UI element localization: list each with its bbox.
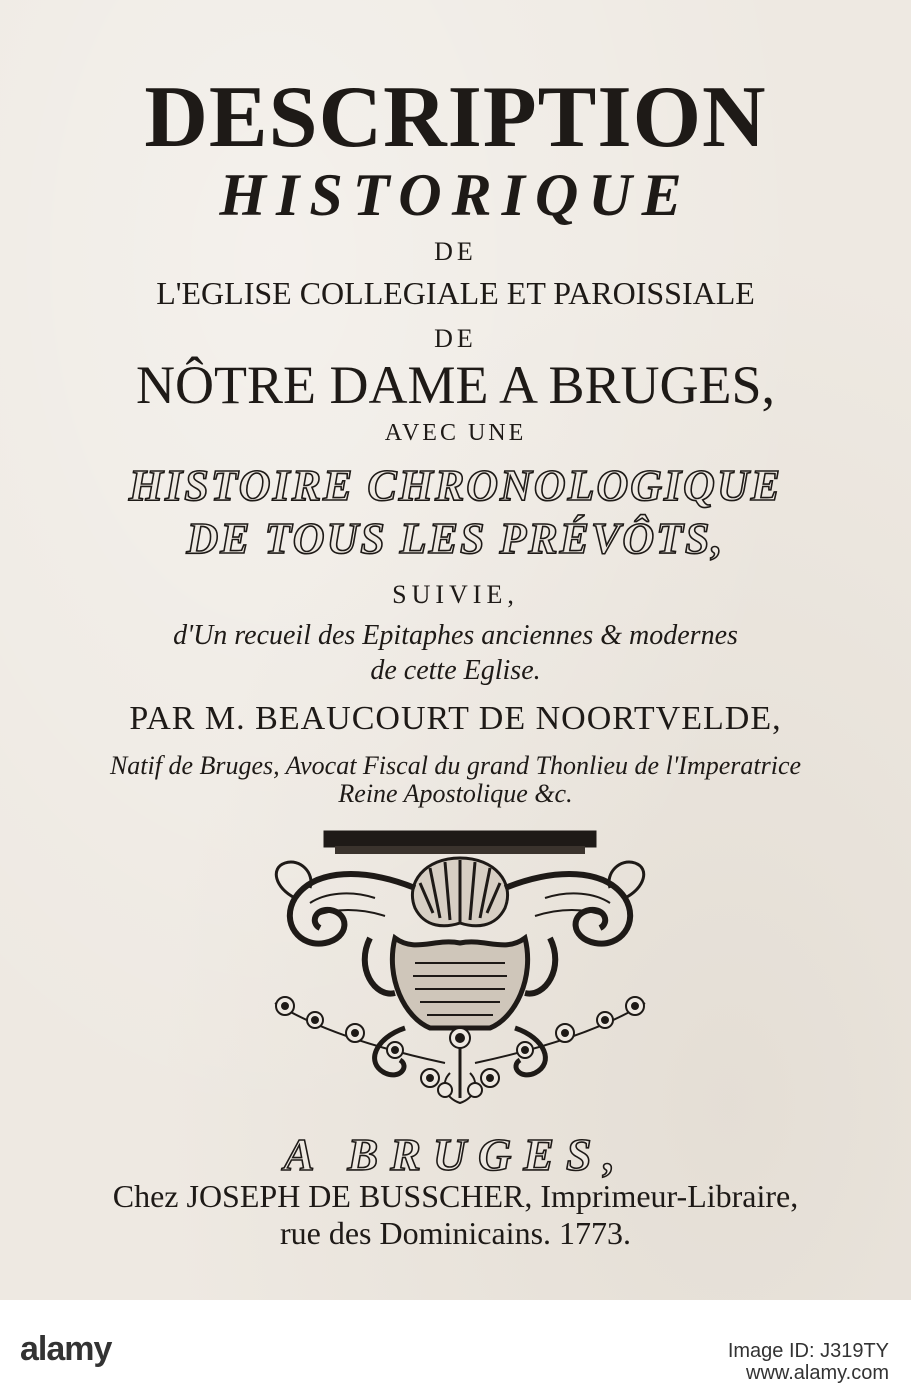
author-credentials: Natif de Bruges, Avocat Fiscal du grand Thonlieu de l'Imperatrice xyxy=(109,751,802,780)
imprint-city: A BRUGES, xyxy=(283,1129,628,1180)
imprint-printer: Chez JOSEPH DE BUSSCHER, Imprimeur-Libraire, xyxy=(112,1178,799,1214)
title-avec-une: AVEC UNE xyxy=(384,420,527,446)
title-de-2: DE xyxy=(434,324,477,353)
subtitle-recueil: d'Un recueil des Epitaphes anciennes & modernes xyxy=(173,620,738,651)
imprint-address-date: rue des Dominicains. 1773. xyxy=(279,1215,632,1251)
title-eglise: L'EGLISE COLLEGIALE ET PAROISSIALE xyxy=(156,275,755,311)
subtitle-cette-eglise: de cette Eglise. xyxy=(370,655,541,686)
baroque-ornament-icon xyxy=(255,828,665,1108)
title-suivie: SUIVIE, xyxy=(392,580,519,609)
title-de-1: DE xyxy=(434,237,477,266)
title-historique: HISTORIQUE xyxy=(219,162,692,228)
author-credentials-2: Reine Apostolique &c. xyxy=(338,779,573,808)
title-notre-dame: NÔTRE DAME A BRUGES, xyxy=(135,355,776,415)
author-line: PAR M. BEAUCOURT DE NOORTVELDE, xyxy=(129,700,782,737)
alamy-logo: alamy xyxy=(20,1330,112,1368)
image-id-code: Image ID: J319TY xyxy=(727,1340,889,1362)
image-id xyxy=(728,1340,889,1384)
title-de-tous: DE TOUS LES PRÉVÔTS, xyxy=(186,514,725,563)
image-id-site: www.alamy.com xyxy=(746,1362,889,1384)
title-description: DESCRIPTION xyxy=(144,69,767,166)
title-histoire-chronologique: HISTOIRE CHRONOLOGIQUE xyxy=(128,461,783,510)
